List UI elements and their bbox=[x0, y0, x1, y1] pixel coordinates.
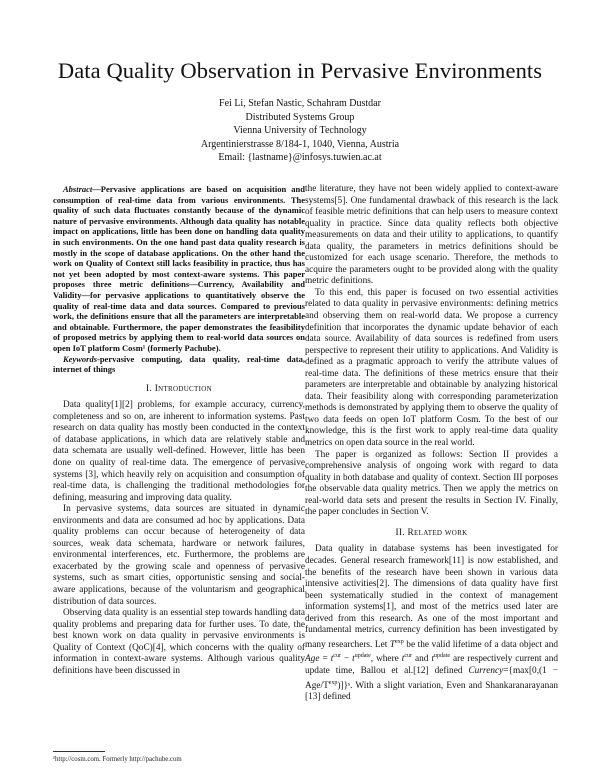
intro-paragraph-5: To this end, this paper is focused on two essential activities related to data quality in pervasive environments: defining metrics and observing them on real-world data. We propose a currency definition that incorporates the dynamic update behavior of each data source. Availability of data sources is redefined from users perspective to represent their utility to applications. And Validity is defined as a pragmatic approach to verify the attribute values of real-time data. The definitions of these metrics ensure that their parameters are interpretable and obtainable by analyzing historical data. Their feasibility along with corresponding parameterization methods is demonstrated by applying them to observe the quality of two data feeds on open IoT platform Cosm. To the best of our knowledge, this is the first work to apply real-time data quality metrics on open data source in the real world. bbox=[305, 287, 558, 449]
intro-paragraph-4: the literature, they have not been widely applied to context-aware systems[5]. One fundamental drawback of this research is the lack of feasible metric definitions that can help users to measure context quality in practice. Since data quality reflects both objective measurements on data and their utility to applications, to quantify data quality, the parameters in metrics definitions should be customized for each usage scenario. Therefore, the methods to acquire the parameters ought to be provided along with the quality metric definitions. bbox=[305, 184, 558, 287]
author-university: Vienna University of Technology bbox=[233, 125, 367, 137]
sup-exp-2: exp bbox=[328, 679, 338, 686]
footnote-rule bbox=[53, 751, 105, 752]
related-text-2: be the valid lifetime of a data object and bbox=[403, 639, 558, 650]
related-text-5: are respectively current and update time, Ballou et al.[12] defined bbox=[305, 654, 558, 677]
intro-paragraph-3: Observing data quality is an essential step towards handling data quality problems and preparing data for further uses. To date, the best known work on data quality in pervasive environments is Quality of Context (QoC)[4], which concerns with the quality of information in context-aware systems. Although various quality definitions have been discussed in bbox=[53, 608, 305, 676]
intro-paragraph-6: The paper is organized as follows: Section II provides a comprehensive analysis of ongoing work with regard to data quality in both database and quality of context. Section III porposes the observable data quality metrics. Then we apply the metrics on real-world data sets and present the results in Section IV. Finally, the paper concludes in Section V. bbox=[305, 449, 558, 518]
related-paragraph-1 bbox=[305, 544, 558, 703]
symbol-t-update-2: t bbox=[431, 654, 435, 665]
symbol-minus: − bbox=[340, 654, 353, 665]
author-names: Fei Li, Stefan Nastic, Schahram Dustdar bbox=[219, 98, 381, 109]
keywords-lead: Keywords bbox=[63, 353, 97, 364]
currency-formula: ={max[0,(1 − Age/T bbox=[305, 666, 558, 691]
intro-paragraph-1: Data quality[1][2] problems, for example accuracy, currency, completeness and so on, are inherent to information systems. Past research on data quality has mostly been conducted in the context of database applications, in which data are relatively stable and data schemata are usually well-defined. However, little has been done on quality of real-time data. The emergence of pervasive systems [3], which heavily rely on acquisition and consumption of real-time data, is challenging the traditional methodologies for defining, measuring and improving data quality. bbox=[53, 400, 305, 503]
related-text-1: Data quality in database systems has been investigated for decades. General research framework[11] is now established, and the benefits of the research have been shown in various data intensive activities[2]. The dimensions of data quality have first been systematically studied in the context of management information systems[1], and most of the metrics used later are derived from this research. As one of the most important and fundamental metrics, currency definition has been investigated by many researchers. Let bbox=[305, 544, 558, 650]
paper-title: Data Quality Observation in Pervasive Environments bbox=[57, 58, 543, 83]
keywords bbox=[53, 354, 305, 375]
symbol-t-exp: T bbox=[389, 639, 396, 650]
symbol-t-cur: t bbox=[330, 654, 334, 665]
author-group: Distributed Systems Group bbox=[245, 111, 355, 123]
related-text-3: , where bbox=[370, 654, 402, 665]
abstract bbox=[53, 184, 305, 354]
symbol-age: Age bbox=[305, 654, 320, 665]
section-heading-related-work: II. Related work bbox=[395, 527, 468, 538]
symbol-t-update: t bbox=[352, 654, 355, 665]
abstract-lead: Abstract bbox=[63, 184, 93, 194]
abstract-body: —Pervasive applications are based on acquisition and consumption of real-time data from various environments. The quality of such data fluctuates constantly because of the dynamic nature of pervasive environments. Although data quality has notable impact on applications, little has been done on handling data quality in such environments. On the one hand past data quality research is mostly in the scope of database applications. On the other hand the work on Quality of Context still lacks feasibility in practice, thus has not yet been adopted by most context-aware systems. This paper proposes three metric definitions—Currency, Availability and Validity—for pervasive applications to quantitatively observe the quality of real-time data and data sources. Compared to previous work, the definitions ensure that all the parameters are interpretable and obtainable. Furthermore, the paper demonstrates the feasibility of proposed metrics by applying them to real-world data sources on open IoT platform Cosm¹ (formerly Pachube). bbox=[53, 184, 305, 353]
author-email: Email: {lastname}@infosys.tuwien.ac.at bbox=[218, 152, 382, 164]
related-text-4: and bbox=[412, 654, 432, 665]
keywords-body: -pervasive computing, data quality, real-time data, internet of things bbox=[53, 353, 305, 375]
symbol-equals: = bbox=[319, 654, 331, 665]
author-block bbox=[0, 97, 600, 165]
left-column bbox=[53, 184, 305, 677]
related-text-6: . With a slight variation, Even and Shankaranarayanan [13] defined bbox=[305, 680, 558, 703]
author-address: Argentinierstrasse 8/184-1, 1040, Vienna, Austria bbox=[200, 138, 400, 150]
sup-exp: exp bbox=[395, 638, 404, 645]
right-column bbox=[305, 184, 558, 704]
sup-update: update bbox=[354, 653, 371, 660]
section-heading-introduction: I. Introduction bbox=[146, 383, 212, 394]
symbol-currency: Currency bbox=[468, 666, 504, 677]
footnote: ¹http://cosm.com. Formerly http://pachube.com bbox=[53, 756, 182, 763]
sup-update-2: update bbox=[434, 653, 451, 660]
symbol-t-cur-2: t bbox=[401, 654, 405, 665]
intro-paragraph-2: In pervasive systems, data sources are situated in dynamic environments and data are consumed ad hoc by applications. Data quality problems can occur because of heterogeneity of data sources, weak data schemata, hardware or network failures, environmental interferences, etc. Furthermore, the problems are exacerbated by the growing scale and openness of pervasive systems, such as smart cities, opportunistic sensing and social-aware applications, because of the voluntarism and geographical distribution of data sources. bbox=[53, 504, 305, 607]
sup-cur-2: cur bbox=[404, 653, 413, 660]
currency-formula-end: )]}ˢ bbox=[337, 680, 351, 691]
sup-cur: cur bbox=[333, 653, 341, 660]
